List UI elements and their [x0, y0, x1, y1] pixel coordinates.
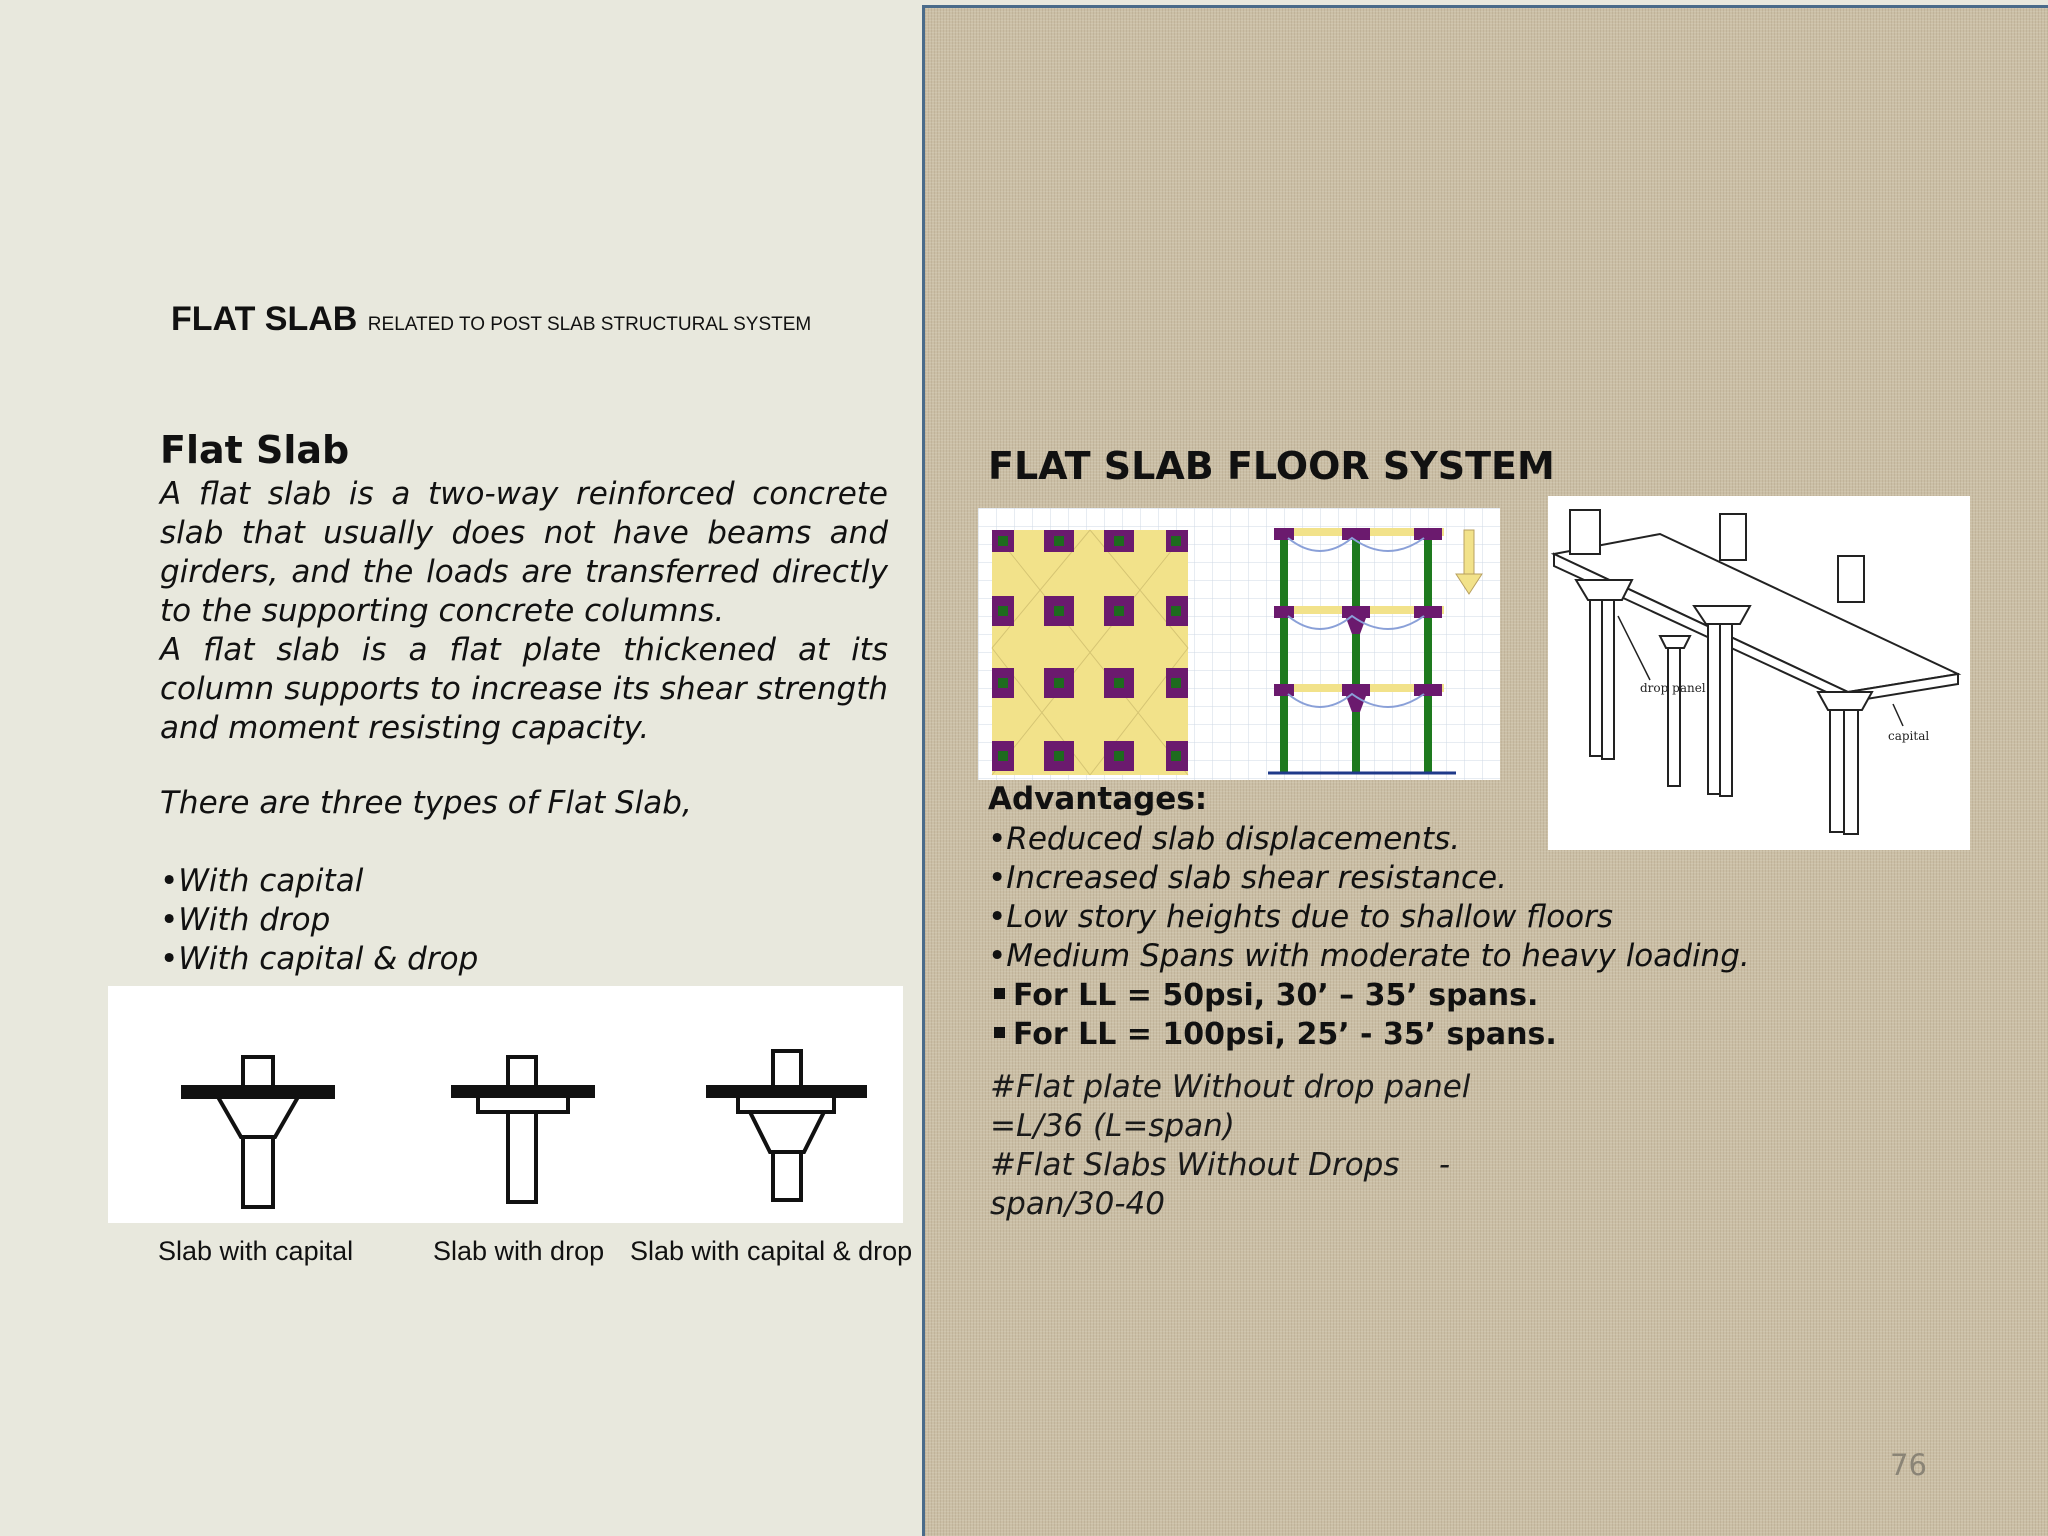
types-intro: There are three types of Flat Slab, — [160, 785, 692, 821]
span-notes — [990, 1068, 1470, 1224]
capital-label: capital — [1888, 729, 1930, 743]
load-span-text: For LL = 100psi, 25’ - 35’ spans. — [1013, 1017, 1557, 1052]
intro-text — [160, 475, 888, 748]
slab-types-diagram — [108, 986, 903, 1223]
square-bullet-icon — [994, 988, 1005, 999]
list-item — [994, 976, 1557, 1015]
list-item: •With capital & drop — [160, 941, 479, 977]
caption-drop: Slab with drop — [433, 1236, 605, 1266]
capital-drop-figure — [708, 1051, 865, 1200]
page-header — [171, 300, 811, 339]
list-item: •Low story heights due to shallow floors — [988, 899, 1614, 935]
note-line: span/30-40 — [990, 1186, 1165, 1222]
load-span-list — [994, 976, 1557, 1054]
header-title: FLAT SLAB — [171, 300, 358, 338]
list-item: •With drop — [160, 902, 331, 938]
load-span-text: For LL = 50psi, 30’ – 35’ spans. — [1013, 978, 1539, 1013]
flat-slab-plan-image — [978, 508, 1500, 780]
flat-slab-3d-image — [1548, 496, 1970, 850]
list-item: •With capital — [160, 863, 364, 899]
list-item: •Medium Spans with moderate to heavy loading. — [988, 938, 1750, 974]
page-number: 76 — [1890, 1448, 1927, 1482]
types-list — [160, 862, 478, 979]
note-line: #Flat plate Without drop panel — [990, 1069, 1471, 1105]
list-item: •Increased slab shear resistance. — [988, 860, 1507, 896]
intro-paragraph: A flat slab is a two-way reinforced concrete slab that usually does not have beams and girders, and the loads are transferred directly to the supporting concrete columns. — [160, 476, 888, 629]
flat-slab-3d-svg — [1548, 496, 1970, 850]
drop-figure — [453, 1057, 593, 1202]
list-item — [994, 1015, 1557, 1054]
advantages-list — [988, 820, 1750, 976]
left-panel — [0, 0, 922, 1536]
capital-figure — [183, 1057, 333, 1207]
intro-paragraph: A flat slab is a flat plate thickened at its column supports to increase its shear strength and moment resisting capacity. — [160, 632, 888, 746]
drop-panel-label: drop panel — [1640, 681, 1706, 695]
caption-capital-drop: Slab with capital & drop — [630, 1236, 913, 1266]
slab-types-svg — [108, 986, 903, 1223]
list-item: •Reduced slab displacements. — [988, 821, 1461, 857]
note-line: #Flat Slabs Without Drops - — [990, 1147, 1451, 1183]
square-bullet-icon — [994, 1027, 1005, 1038]
note-line: =L/36 (L=span) — [990, 1108, 1235, 1144]
header-subtitle: RELATED TO POST SLAB STRUCTURAL SYSTEM — [367, 314, 812, 335]
plan-section-svg — [978, 508, 1500, 780]
caption-capital: Slab with capital — [158, 1236, 354, 1266]
right-title: FLAT SLAB FLOOR SYSTEM — [988, 444, 1555, 488]
advantages-title: Advantages: — [988, 781, 1208, 817]
section-title: Flat Slab — [160, 428, 350, 472]
